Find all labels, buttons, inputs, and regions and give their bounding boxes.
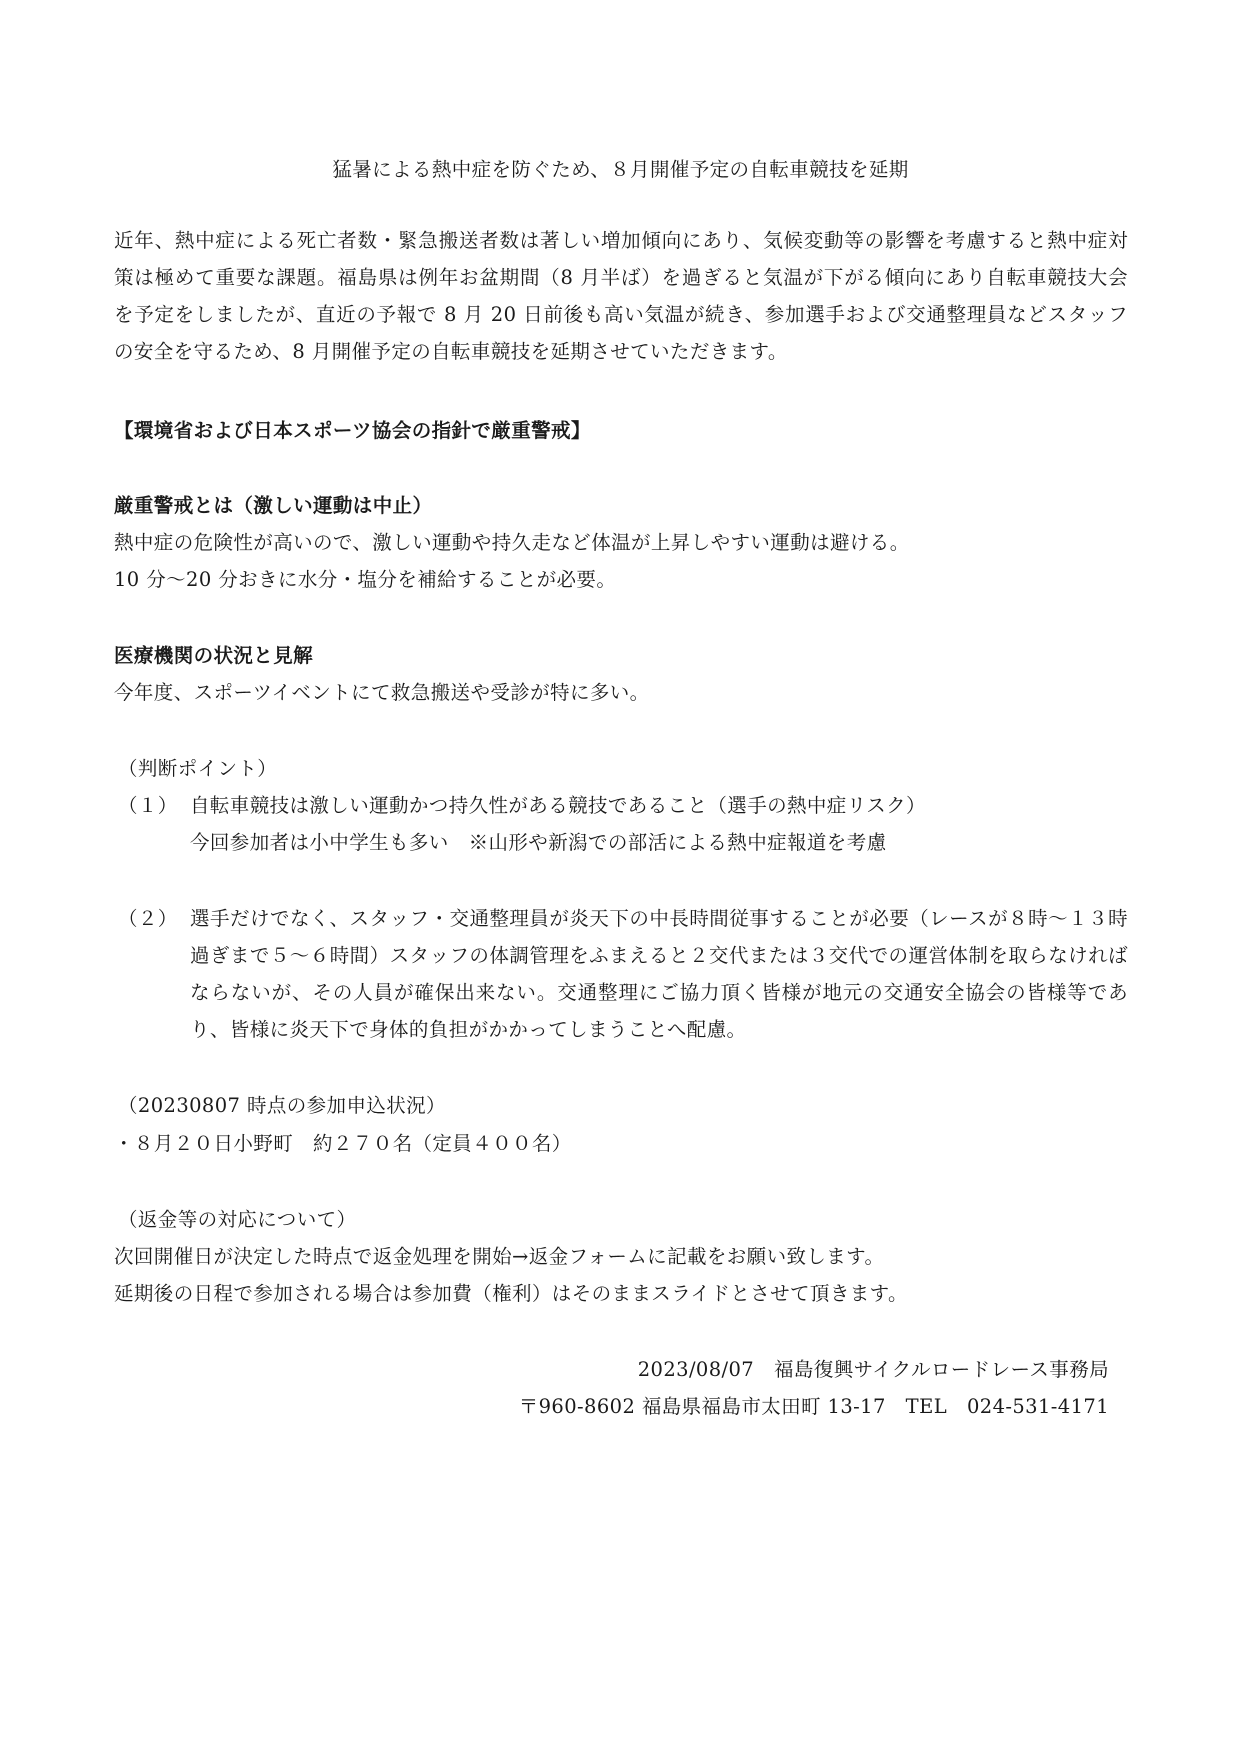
- footer-address: 〒960-8602 福島県福島市太田町 13-17 TEL 024-531-4171: [518, 1395, 1109, 1418]
- refund-line-1: 次回開催日が決定した時点で返金処理を開始→返金フォームに記載をお願い致します。: [114, 1245, 885, 1268]
- point-2-number: （２）: [118, 907, 178, 930]
- intro-paragraph: 近年、熱中症による死亡者数・緊急搬送者数は著しい増加傾向にあり、気候変動等の影響を考慮すると熱中症対策は極めて重要な課題。福島県は例年お盆期間（8 月半ば）を過ぎると気温が下がる傾向にあり自転車競技大会を予定をしましたが、直近の予報で 8 月 20 日前後も高い気温が続き、参加選手および交通整理員などスタッフの安全を守るため、8 月開催予定の自転車競技を延期させていただきます。: [114, 229, 1128, 363]
- medical-line-1: 今年度、スポーツイベントにて救急搬送や受診が特に多い。: [114, 681, 650, 704]
- refund-heading: （返金等の対応について）: [118, 1208, 357, 1231]
- medical-heading: 医療機関の状況と見解: [114, 644, 314, 667]
- point-1-line-2: 今回参加者は小中学生も多い ※山形や新潟での部活による熱中症報道を考慮: [190, 831, 887, 854]
- warning-line-2: 10 分～20 分おきに水分・塩分を補給することが必要。: [114, 568, 617, 591]
- document-title: 猛暑による熱中症を防ぐため、８月開催予定の自転車競技を延期: [332, 158, 909, 181]
- warning-line-1: 熱中症の危険性が高いので、激しい運動や持久走など体温が上昇しやすい運動は避ける。: [114, 531, 910, 554]
- section-heading: 【環境省および日本スポーツ協会の指針で厳重警戒】: [114, 419, 591, 442]
- footer-date-organization: 2023/08/07 福島復興サイクルロードレース事務局: [637, 1358, 1109, 1381]
- refund-line-2: 延期後の日程で参加される場合は参加費（権利）はそのままスライドとさせて頂きます。: [114, 1282, 908, 1305]
- judgement-heading: （判断ポイント）: [118, 757, 278, 780]
- point-2-text: 選手だけでなく、スタッフ・交通整理員が炎天下の中長時間従事することが必要（レースが８時～１３時過ぎまで５～６時間）スタッフの体調管理をふまえると２交代または３交代での運営体制を取らなければならないが、その人員が確保出来ない。交通整理にご協力頂く皆様が地元の交通安全協会の皆様等であり、皆様に炎天下で身体的負担がかかってしまうことへ配慮。: [190, 907, 1128, 1041]
- point-1-number: （１）: [118, 794, 178, 817]
- warning-heading: 厳重警戒とは（激しい運動は中止）: [114, 494, 433, 517]
- point-1-line-1: 自転車競技は激しい運動かつ持久性がある競技であること（選手の熱中症リスク）: [190, 794, 926, 817]
- applications-line-1: ・８月２０日小野町 約２７０名（定員４００名）: [114, 1132, 572, 1155]
- applications-heading: （20230807 時点の参加申込状況）: [118, 1094, 446, 1117]
